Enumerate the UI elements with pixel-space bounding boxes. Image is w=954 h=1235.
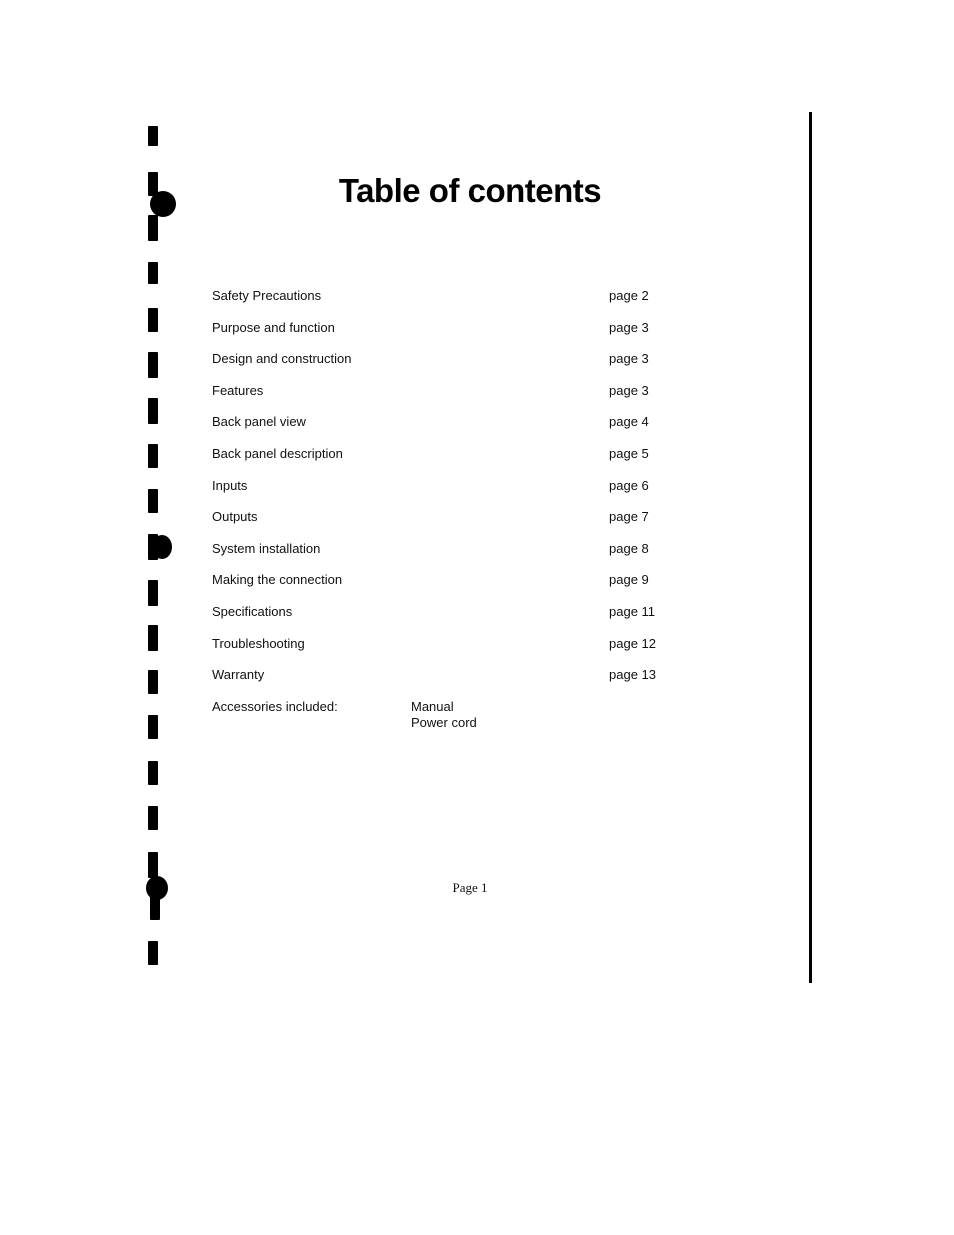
toc-row [212,665,682,697]
toc-entry-page: page 13 [609,667,656,683]
toc-entry-label: Inputs [212,477,248,493]
binding-bar [148,715,158,739]
right-edge-rule [809,112,812,983]
toc-row [212,507,682,539]
accessory-item: Manual [411,699,454,714]
toc-entry-page: page 6 [609,477,649,493]
toc-entry-label: System installation [212,540,321,556]
binding-bar [148,444,158,468]
toc-entry-label: Safety Precautions [212,288,322,303]
binding-bar [148,670,158,694]
toc-row [212,412,682,444]
toc-row [212,539,682,571]
toc-row [212,634,682,666]
accessories-label: Accessories included: [212,699,338,714]
toc-row [212,349,682,381]
toc-entry-label: Outputs [212,509,258,525]
toc-row [212,476,682,508]
toc-row [212,318,682,350]
binding-bar [148,262,158,284]
binding-bar [148,398,158,424]
binding-bar [148,215,158,241]
binding-bar [148,308,158,332]
binding-bar [148,580,158,606]
binding-bar [148,489,158,513]
binding-bar [148,852,158,878]
toc-entry-page: page 3 [609,319,649,335]
punch-hole [152,535,172,559]
toc-row [212,381,682,413]
toc-entry-page: page 9 [609,572,649,588]
page-number-footer: Page 1 [452,880,488,895]
toc-entry-label: Back panel description [212,445,343,461]
toc-row [212,570,682,602]
toc-entry-page: page 5 [609,445,649,461]
accessories-list [411,699,477,731]
toc-entry-label: Features [212,382,264,398]
toc-entry-label: Specifications [212,603,293,619]
toc-entry-page: page 4 [609,414,649,430]
toc-entry-page: page 3 [609,351,649,367]
toc-entry-page: page 7 [609,509,649,525]
toc-entry-page: page 12 [609,635,656,651]
toc-entry-label: Warranty [212,667,265,683]
toc-entry-label: Making the connection [212,572,343,588]
accessory-item: Power cord [411,715,477,730]
binding-marks [0,0,200,1235]
toc-row [212,444,682,476]
binding-bar [148,625,158,651]
binding-bar [148,126,158,146]
page-title: Table of contents [338,172,602,209]
binding-bar [148,941,158,965]
binding-bar [148,806,158,830]
toc-entry-page: page 8 [609,540,649,556]
binding-bar [148,761,158,785]
binding-bar [150,896,160,920]
toc-entry-label: Design and construction [212,351,352,367]
punch-hole [150,191,176,217]
toc-row [212,602,682,634]
toc-row [212,286,682,318]
binding-bar [148,352,158,378]
toc-entry-label: Troubleshooting [212,635,305,651]
toc-entry-page: page 3 [609,382,649,398]
toc-entry-label: Back panel view [212,414,306,430]
toc-entry-page: page 11 [609,603,656,619]
toc-entry-page: page 2 [609,288,649,303]
toc-entry-label: Purpose and function [212,319,335,335]
toc-list [212,286,682,697]
